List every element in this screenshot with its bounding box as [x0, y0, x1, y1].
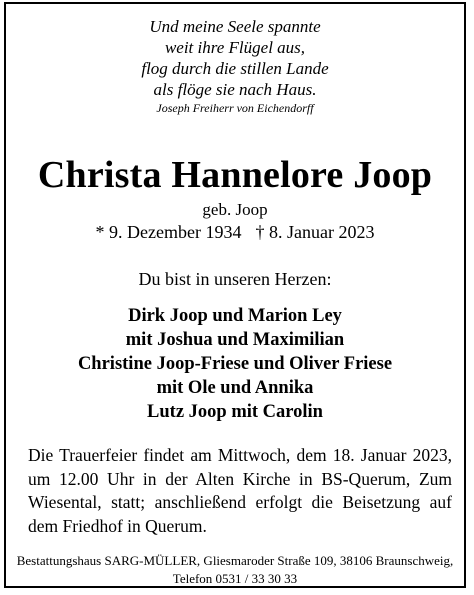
obituary-frame: [4, 2, 466, 588]
undertaker-info: [6, 552, 464, 588]
poem-author: Joseph Freiherr von Eichendorff: [156, 101, 314, 115]
undertaker-address: Bestattungshaus SARG-MÜLLER, Gliesmaroder Straße 109, 38106 Braunschweig,: [16, 553, 454, 568]
mourners-list: [6, 304, 464, 424]
poem-line: Und meine Seele spannte: [149, 17, 321, 36]
mourner-line: Christine Joop-Friese und Oliver Friese: [77, 354, 393, 374]
death-date: † 8. Januar 2023: [255, 222, 375, 242]
undertaker-phone: Telefon 0531 / 33 30 33: [172, 571, 298, 586]
mourner-line: Lutz Joop mit Carolin: [147, 402, 323, 422]
poem-line: flog durch die stillen Lande: [141, 59, 329, 78]
poem-block: [6, 16, 464, 117]
birth-name: geb. Joop: [202, 200, 268, 219]
mourner-line: Dirk Joop und Marion Ley: [128, 306, 342, 326]
heart-line: Du bist in unseren Herzen:: [138, 269, 332, 289]
life-dates: [6, 221, 464, 243]
mourner-line: mit Ole und Annika: [156, 378, 314, 398]
poem-line: als flöge sie nach Haus.: [153, 80, 317, 99]
funeral-service-notice: Die Trauerfeier findet am Mittwoch, dem 18. Januar 2023, um 12.00 Uhr in der Alten Kirche in BS-Querum, Zum Wiesental, statt; anschließend erfolgt die Beisetzung auf dem Friedhof in Querum.: [28, 445, 452, 536]
mourner-line: mit Joshua und Maximilian: [125, 330, 345, 350]
deceased-name: Christa Hannelore Joop: [37, 154, 433, 196]
birth-date: * 9. Dezember 1934: [95, 222, 242, 242]
poem-line: weit ihre Flügel aus,: [164, 38, 306, 57]
